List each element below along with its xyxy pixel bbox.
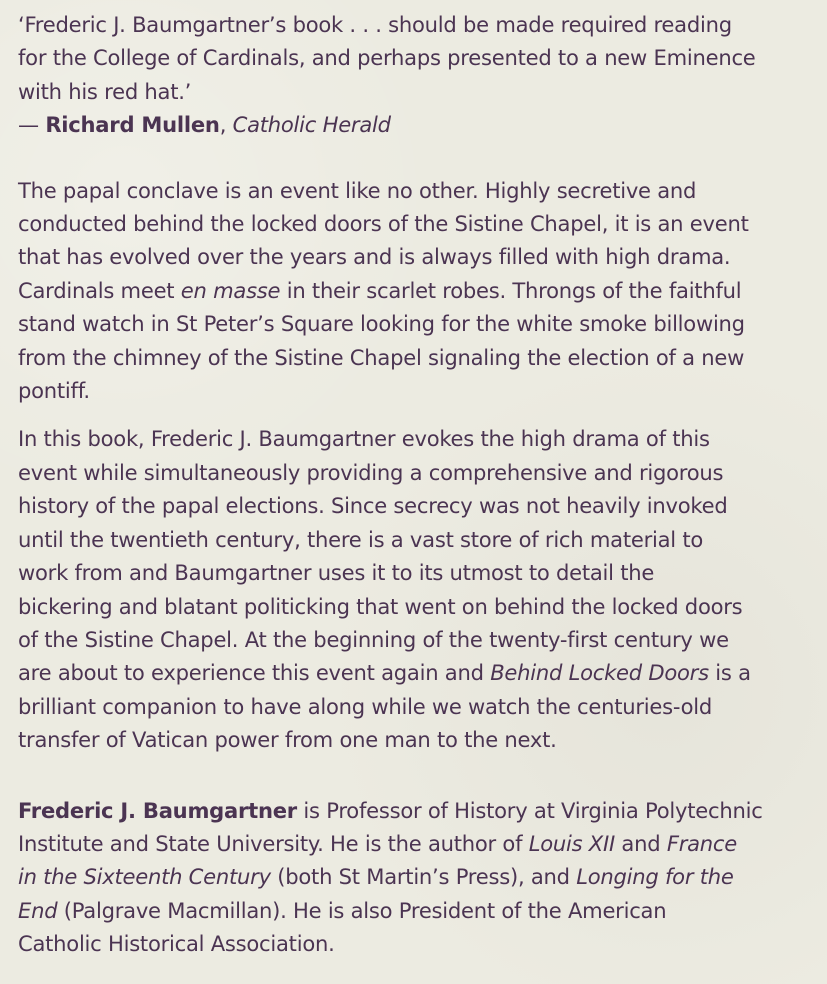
- book-title: Louis XII: [528, 830, 615, 856]
- description-line: history of the papal elections. Since secrecy was not heavily invoked: [18, 493, 728, 519]
- bio-text: is Professor of History at Virginia Polytechnic: [296, 797, 763, 823]
- description-italic-text: en masse: [180, 277, 281, 303]
- description-text: are about to experience this event again and: [18, 660, 491, 686]
- description-line: stand watch in St Peter’s Square looking for the white smoke billowing: [18, 311, 745, 337]
- description-line: of the Sistine Chapel. At the beginning of the twenty-first century we: [18, 626, 729, 652]
- description-paragraph: [18, 422, 809, 756]
- review-source: Catholic Herald: [232, 112, 391, 138]
- description-line: from the chimney of the Sistine Chapel signaling the election of a new: [18, 344, 745, 370]
- book-title: End: [18, 897, 58, 923]
- description-line: transfer of Vatican power from one man to the next.: [18, 727, 557, 753]
- attribution-separator: ,: [219, 112, 233, 138]
- author-name: Frederic J. Baumgartner: [18, 797, 297, 823]
- description-line: bickering and blatant politicking that went on behind the locked doors: [18, 593, 743, 619]
- description-line: brilliant companion to have along while we watch the centuries-old: [18, 693, 712, 719]
- attribution-dash: —: [18, 112, 46, 138]
- bio-line: [18, 860, 809, 893]
- bio-text: Institute and State University. He is the author of: [18, 830, 529, 856]
- description-text: Cardinals meet: [18, 277, 181, 303]
- description-line: until the twentieth century, there is a vast store of rich material to: [18, 526, 704, 552]
- description-text: in their scarlet robes. Throngs of the faithful: [280, 277, 742, 303]
- book-title: Longing for the: [576, 864, 734, 890]
- description-line: The papal conclave is an event like no other. Highly secretive and: [18, 177, 697, 203]
- quote-attribution: [18, 108, 809, 141]
- book-title: France: [666, 830, 737, 856]
- quote-line: with his red hat.’: [18, 78, 192, 104]
- description-line: pontiff.: [18, 378, 90, 404]
- description-paragraph: [18, 174, 809, 408]
- description-text: is a: [708, 660, 751, 686]
- bio-line: Catholic Historical Association.: [18, 931, 335, 957]
- bio-line: [18, 894, 809, 927]
- review-quote: [18, 8, 809, 142]
- description-line: [18, 274, 809, 307]
- description-line: event while simultaneously providing a comprehensive and rigorous: [18, 459, 724, 485]
- section-gap: [18, 757, 809, 794]
- reviewer-name: Richard Mullen: [45, 112, 220, 138]
- bio-line: [18, 827, 809, 860]
- description-line: that has evolved over the years and is always filled with high drama.: [18, 244, 731, 270]
- description-line: conducted behind the locked doors of the Sistine Chapel, it is an event: [18, 211, 749, 237]
- bio-text: (Palgrave Macmillan). He is also President of the American: [57, 897, 667, 923]
- quote-line: for the College of Cardinals, and perhaps presented to a new Eminence: [18, 45, 756, 71]
- description-line: [18, 656, 809, 689]
- description-line: work from and Baumgartner uses it to its utmost to detail the: [18, 560, 655, 586]
- bio-text: (both St Martin’s Press), and: [270, 864, 577, 890]
- quote-line: ‘Frederic J. Baumgartner’s book . . . should be made required reading: [18, 12, 732, 37]
- bio-text: and: [614, 830, 667, 856]
- paragraph-gap: [18, 407, 809, 422]
- section-gap: [18, 142, 809, 174]
- book-title: Behind Locked Doors: [490, 660, 709, 686]
- author-bio: [18, 794, 809, 961]
- bio-line: [18, 794, 809, 827]
- book-title: in the Sixteenth Century: [18, 864, 271, 890]
- description-line: In this book, Frederic J. Baumgartner evokes the high drama of this: [18, 426, 710, 452]
